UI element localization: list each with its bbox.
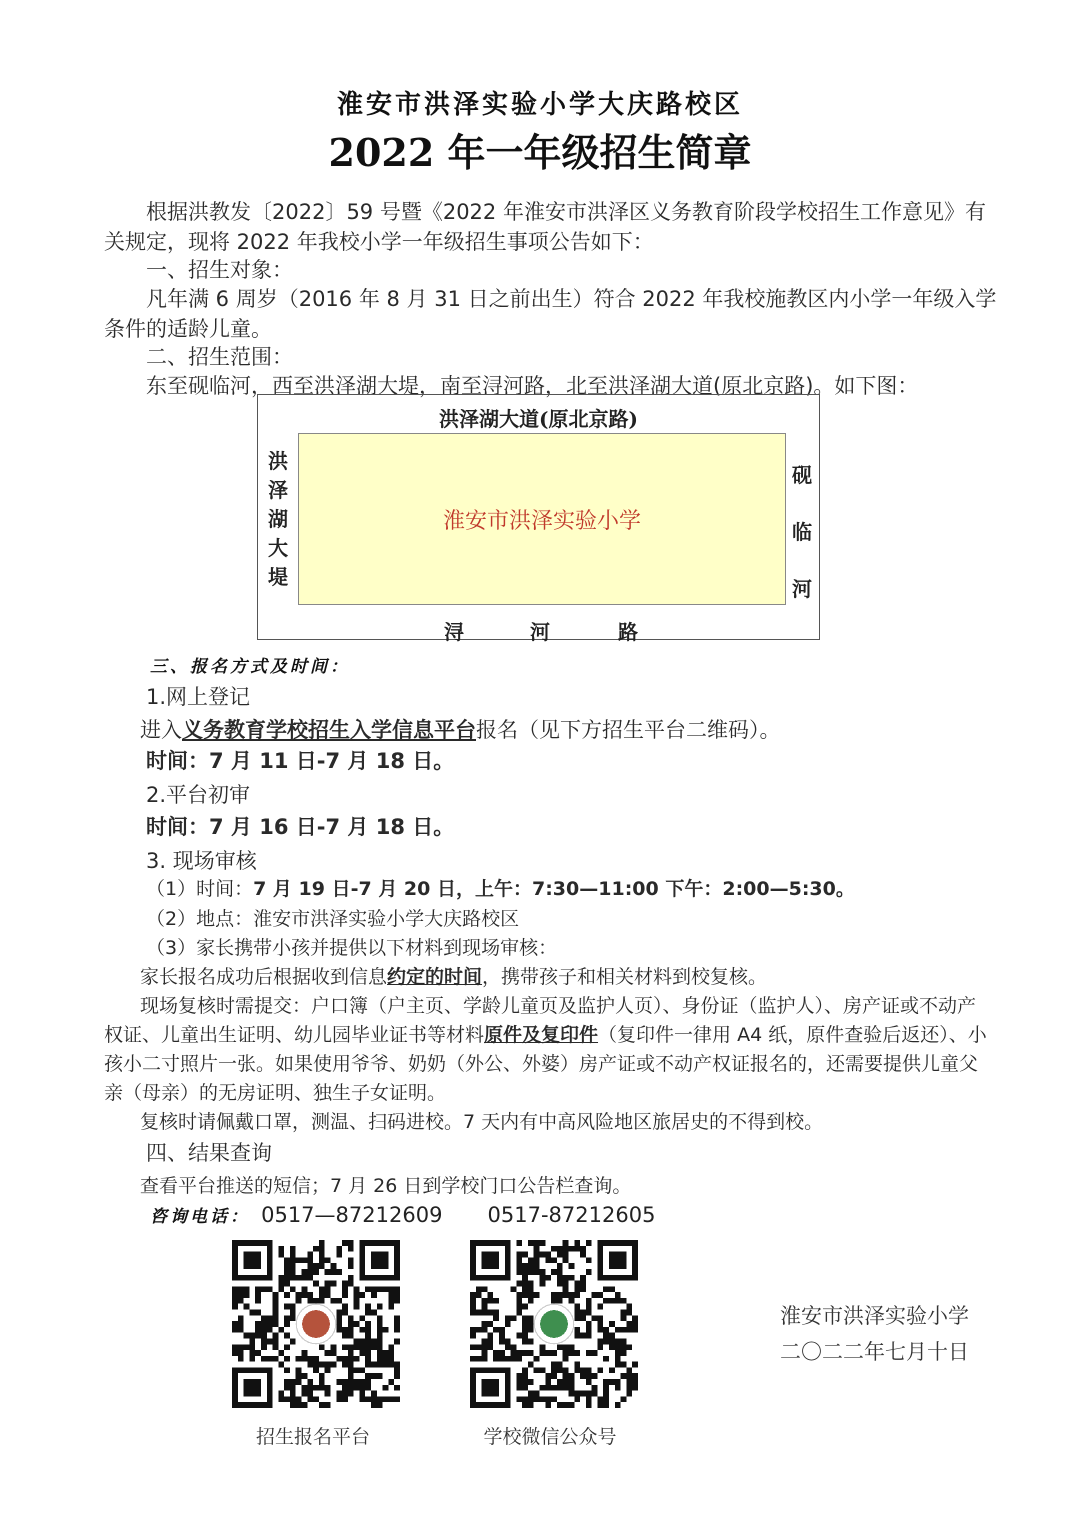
docs-line-2-post: （复印件一律用 A4 纸，原件查验后返还）、小 [598,1024,987,1046]
step-3-2: （2）地点：淮安市洪泽实验小学大庆路校区 [146,908,520,930]
health-notice: 复核时请佩戴口罩，测温、扫码进校。7 天内有中高风险地区旅居史的不得到校。 [140,1111,824,1133]
section-3-heading: 三、报名方式及时间： [150,657,350,677]
step-3-3: （3）家长携带小孩并提供以下材料到现场审核： [146,937,558,959]
enrollment-area-map [257,394,820,644]
qr-code-icon[interactable] [232,1240,400,1408]
docs-line-2 [104,1020,987,1047]
docs-line-4: 亲（母亲）的无房证明、独生子女证明。 [104,1082,447,1104]
enrollment-platform-link[interactable]: 义务教育学校招生入学信息平台 [182,718,476,742]
qr-code-icon[interactable] [470,1240,638,1408]
docs-emphasis: 原件及复印件 [484,1024,599,1046]
signature-date: 二〇二二年七月十日 [780,1340,969,1364]
section-4-heading: 四、结果查询 [146,1141,272,1165]
step-1-title: 1.网上登记 [146,685,251,709]
map-school-label: 淮安市洪泽实验小学 [442,508,641,534]
signature-org: 淮安市洪泽实验小学 [780,1304,969,1328]
section-1-heading: 一、招生对象： [146,258,293,282]
school-name: 淮安市洪泽实验小学大庆路校区 [336,90,743,120]
contact-phone-2[interactable]: 0517-87212605 [487,1203,656,1227]
intro-line-1: 根据洪教发〔2022〕59 号暨《2022 年淮安市洪泽区义务教育阶段学校招生工作意见》有 [146,200,986,224]
step-3-1-value: 7 月 19 日-7 月 20 日，上午：7:30—11:00 下午：2:00—5:30。 [253,878,855,900]
contact-label: 咨询电话： [150,1207,250,1227]
contact-line [150,1202,655,1227]
docs-line-2-pre: 权证、儿童出生证明、幼儿园毕业证书等材料 [104,1024,485,1046]
docs-line-1: 现场复核时需提交：户口簿（户主页、学龄儿童页及监护人页）、身份证（监护人）、房产证或不动产 [140,995,977,1017]
notice-line [140,962,767,989]
step-1-time: 时间：7 月 11 日-7 月 18 日。 [146,749,455,773]
map-school-area [298,433,786,605]
map-west-boundary: 洪泽湖大堤 [268,449,288,589]
step-1-post: 报名（见下方招生平台二维码）。 [476,718,781,742]
step-3-1-label: （1）时间： [146,878,254,900]
map-south-char-3: 路 [618,620,638,644]
step-2-time: 时间：7 月 16 日-7 月 18 日。 [146,815,455,839]
section-2-heading: 二、招生范围： [146,345,293,369]
section-1-line-2: 条件的适龄儿童。 [104,317,272,341]
notice-post: ，携带孩子和相关材料到校复核。 [482,966,768,988]
section-4-line-1: 查看平台推送的短信；7 月 26 日到学校门口公告栏查询。 [140,1175,632,1197]
step-1-desc [140,714,781,744]
map-east-boundary: 砚临河 [792,463,812,601]
page-title: 2022 年一年级招生简章 [328,130,752,175]
notice-emphasis: 约定的时间 [387,966,483,988]
docs-line-3: 孩小二寸照片一张。如果使用爷爷、奶奶（外公、外婆）房产证或不动产权证报名的，还需要提供儿童父 [104,1053,979,1075]
section-2-line-1: 东至砚临河，西至洪泽湖大堤，南至浔河路，北至洪泽湖大道(原北京路)。如下图： [146,374,919,398]
step-3-title: 3. 现场审核 [146,849,257,873]
contact-phone-1[interactable]: 0517—87212609 [261,1203,443,1227]
section-1-line-1: 凡年满 6 周岁（2016 年 8 月 31 日之前出生）符合 2022 年我校施教区内小学一年级入学 [146,287,997,311]
map-north-road: 洪泽湖大道(原北京路) [439,407,638,431]
map-south-char-2: 河 [530,620,550,644]
intro-line-2: 关规定，现将 2022 年我校小学一年级招生事项公告如下： [104,230,654,254]
step-1-pre: 进入 [140,718,182,742]
step-3-1 [146,874,855,901]
notice-pre: 家长报名成功后根据收到信息 [140,966,388,988]
map-south-char-1: 浔 [444,620,464,644]
step-2-title: 2.平台初审 [146,783,251,807]
qr-caption-enrollment: 招生报名平台 [255,1426,370,1448]
qr-caption-wechat: 学校微信公众号 [483,1426,617,1448]
